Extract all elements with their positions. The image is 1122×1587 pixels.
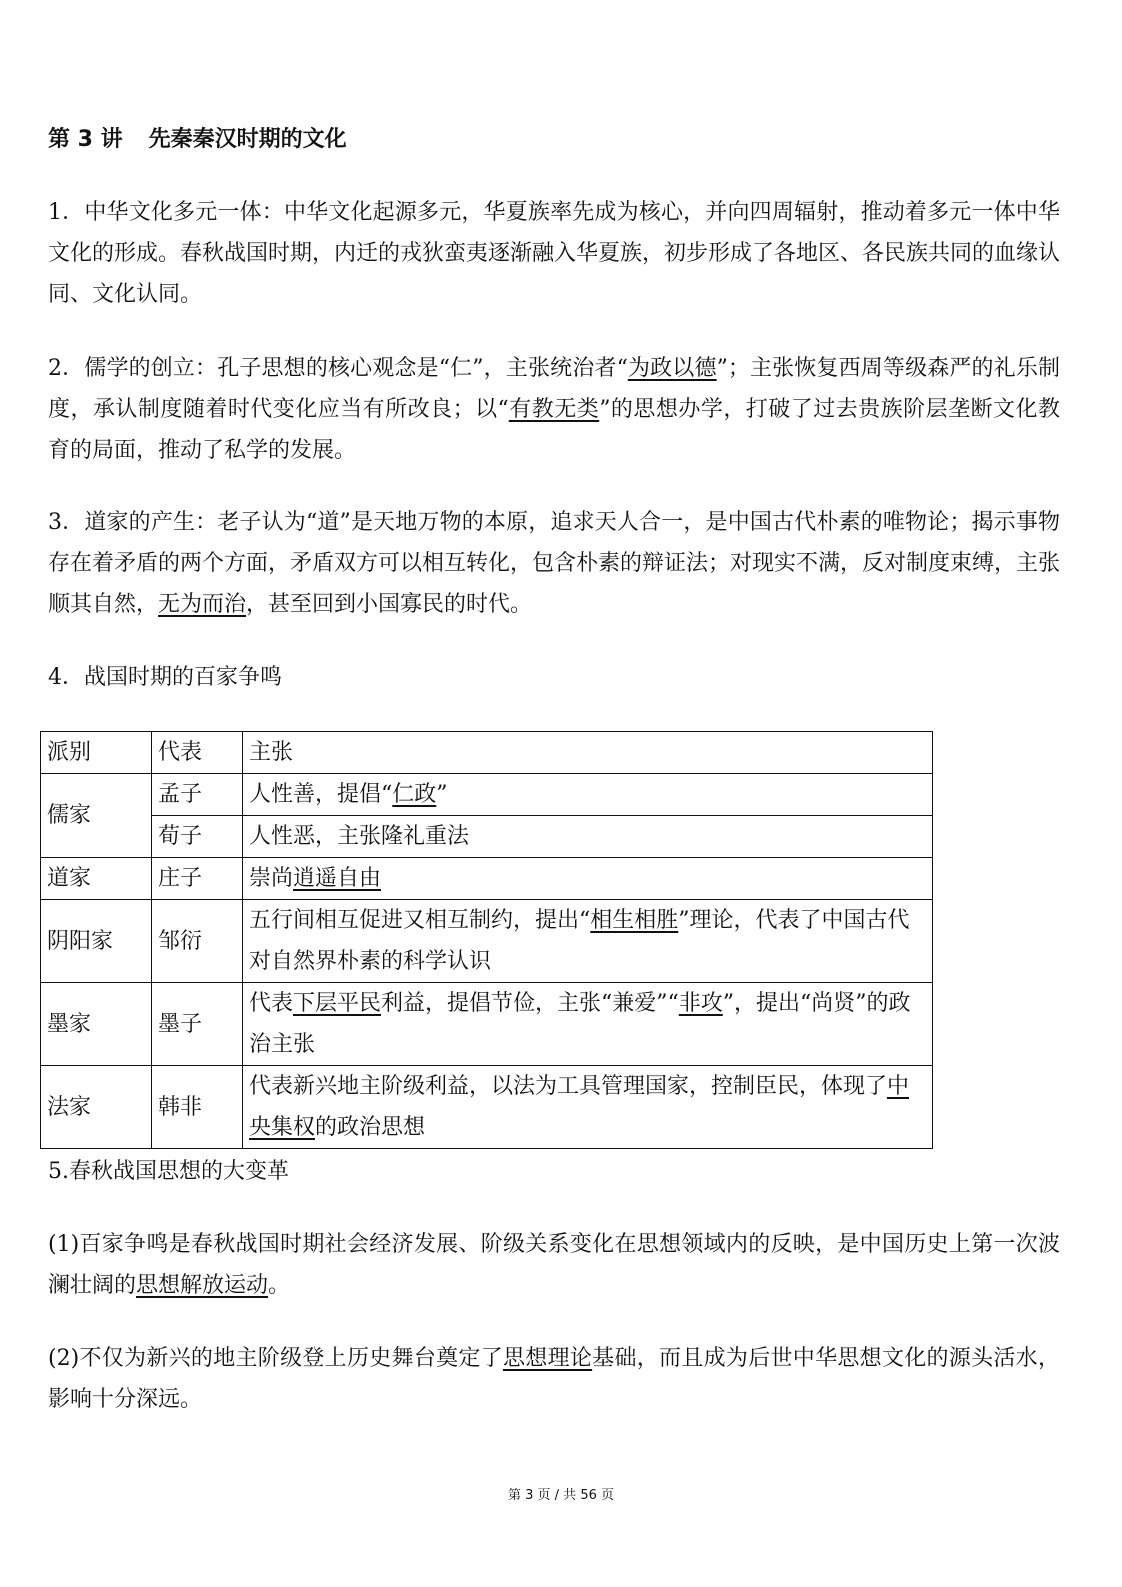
- school-cell: 法家: [41, 1066, 152, 1149]
- text-run: ”理论，代表了中国古代对自然界朴素的科学认识: [249, 908, 910, 974]
- representative-cell: 邹衍: [152, 900, 243, 983]
- page-title: [48, 122, 347, 153]
- representative-cell: 孟子: [152, 774, 243, 816]
- text-run: 的政治思想: [315, 1115, 426, 1140]
- text-run: 2．儒学的创立：孔子思想的核心观念是“仁”，主张统治者“: [48, 356, 628, 381]
- underlined-key-term: 无为而治: [158, 592, 247, 617]
- underlined-key-term: 思想理论: [502, 1346, 593, 1371]
- view-cell: [243, 858, 933, 900]
- text-run: (2)不仅为新兴的地主阶级登上历史舞台奠定了: [48, 1346, 503, 1371]
- paragraph-3: [48, 502, 1060, 625]
- text-run: 5.春秋战国思想的大变革: [48, 1159, 289, 1184]
- text-run: ”: [436, 782, 448, 807]
- underlined-key-term: 下层平民: [293, 991, 382, 1016]
- view-cell: [243, 1066, 933, 1149]
- view-cell: [243, 774, 933, 816]
- hundred-schools-table: [40, 731, 933, 1149]
- text-run: 五行间相互促进又相互制约，提出“: [249, 908, 591, 933]
- text-run: 代表新兴地主阶级利益，以法为工具管理国家，控制臣民，体现了: [249, 1074, 888, 1099]
- school-cell: 阴阳家: [41, 900, 152, 983]
- table-header-row: [41, 732, 933, 774]
- table-row: [41, 983, 933, 1066]
- representative-cell: 荀子: [152, 816, 243, 858]
- underlined-key-term: 非攻: [678, 991, 723, 1016]
- text-run: 人性恶，主张隆礼重法: [249, 824, 470, 849]
- underlined-key-term: 仁政: [392, 782, 437, 807]
- representative-cell: 庄子: [152, 858, 243, 900]
- underlined-key-term: 逍遥自由: [293, 866, 382, 891]
- text-run: (1)百家争鸣是春秋战国时期社会经济发展、阶级关系变化在思想领域内的反映，是中国历史上第一次波澜壮阔的: [48, 1232, 1060, 1298]
- text-run: ”的思想办学，打破了过去贵族阶层垄断文化教育的局面，推动了私学的发展。: [48, 397, 1061, 463]
- section-4-heading: [48, 657, 1060, 698]
- text-run: 崇尚: [249, 866, 294, 891]
- paragraph-1: [48, 192, 1060, 315]
- underlined-key-term: 有教无类: [508, 397, 600, 422]
- text-run: 代表: [249, 991, 294, 1016]
- school-cell: 道家: [41, 858, 152, 900]
- text-run: 3．道家的产生：老子认为“道”是天地万物的本原，追求天人合一，是中国古代朴素的唯物论；揭示事物存在着矛盾的两个方面，矛盾双方可以相互转化，包含朴素的辩证法；对现实不满，反对制度束缚，主张顺其自然，: [48, 510, 1061, 617]
- underlined-key-term: 中央集权: [249, 1074, 910, 1140]
- view-cell: [243, 983, 933, 1066]
- column-header: 派别: [41, 732, 152, 774]
- section-5-heading: [48, 1151, 1060, 1192]
- page-footer: 第 3 页 / 共 56 页: [508, 1488, 614, 1503]
- underlined-key-term: 相生相胜: [590, 908, 679, 933]
- text-run: 1．中华文化多元一体：中华文化起源多元，华夏族率先成为核心，并向四周辐射，推动着多元一体中华文化的形成。春秋战国时期，内迁的戎狄蛮夷逐渐融入华夏族，初步形成了各地区、各民族共同的血缘认同、文化认同。: [48, 200, 1061, 307]
- view-cell: [243, 900, 933, 983]
- column-header: 主张: [243, 732, 933, 774]
- text-run: 利益，提倡节俭，主张“兼爱”“: [381, 991, 679, 1016]
- lecture-number: 第 3 讲: [48, 127, 123, 152]
- table-row: [41, 858, 933, 900]
- view-cell: [243, 816, 933, 858]
- text-run: ”；主张恢复西周等级森严的礼乐制度，承认制度随着时代变化应当有所改良；以“: [48, 356, 1060, 422]
- paragraph-5-2: [48, 1338, 1060, 1420]
- text-run: 基础，而且成为后世中华思想文化的源头活水，影响十分深远。: [48, 1346, 1060, 1412]
- lecture-topic: 先秦秦汉时期的文化: [148, 127, 347, 152]
- representative-cell: 墨子: [152, 983, 243, 1066]
- text-run: ，甚至回到小国寡民的时代。: [246, 592, 533, 617]
- column-header: 代表: [152, 732, 243, 774]
- paragraph-5-1: [48, 1224, 1060, 1306]
- table-row: [41, 816, 933, 858]
- text-run: 人性善，提倡“: [249, 782, 393, 807]
- table-row: [41, 774, 933, 816]
- paragraph-2: [48, 348, 1060, 471]
- representative-cell: 韩非: [152, 1066, 243, 1149]
- school-cell: 儒家: [41, 774, 152, 858]
- table-row: [41, 1066, 933, 1149]
- underlined-key-term: 思想解放运动: [136, 1273, 269, 1298]
- school-cell: 墨家: [41, 983, 152, 1066]
- text-run: ”，提出“尚贤”的政治主张: [249, 991, 911, 1057]
- text-run: 。: [268, 1273, 291, 1298]
- text-run: 4．战国时期的百家争鸣: [48, 665, 282, 690]
- underlined-key-term: 为政以德: [627, 356, 717, 381]
- table-row: [41, 900, 933, 983]
